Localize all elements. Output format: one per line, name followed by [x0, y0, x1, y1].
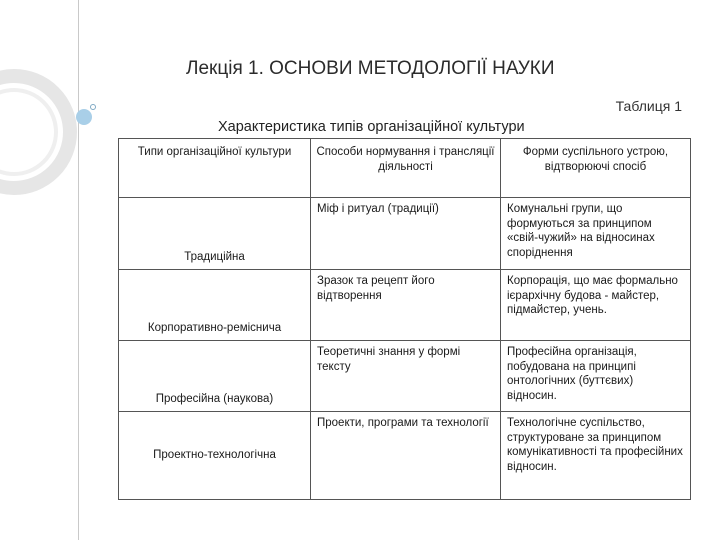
forms-cell: Професійна організація, побудована на принципі онтологічних (буттєвих) відносин.	[501, 341, 691, 412]
table-caption: Характеристика типів організаційної культури	[218, 119, 525, 135]
norms-cell: Проекти, програми та технології	[311, 412, 501, 500]
norms-cell: Теоретичні знання у формі тексту	[311, 341, 501, 412]
culture-type-cell: Традиційна	[119, 198, 311, 270]
table-number: Таблиця 1	[615, 98, 682, 114]
table-header-row	[119, 139, 691, 198]
forms-cell: Комунальні групи, що формуються за принципом «свій-чужий» на відносинах споріднення	[501, 198, 691, 270]
table-row	[119, 341, 691, 412]
deco-dot-small	[91, 105, 96, 110]
norms-cell: Міф і ритуал (традиції)	[311, 198, 501, 270]
culture-type-cell: Професійна (наукова)	[119, 341, 311, 412]
culture-type-cell: Корпоративно-реміснича	[119, 270, 311, 341]
header-social-forms: Форми суспільного устрою, відтворюючі спосіб	[501, 139, 691, 198]
forms-cell: Технологічне суспільство, структуроване за принципом комунікативності та професійних відносин.	[501, 412, 691, 500]
deco-ring-large	[0, 76, 70, 188]
deco-ring-inner	[0, 90, 56, 174]
table-row	[119, 198, 691, 270]
deco-dot-blue	[76, 109, 92, 125]
header-culture-types: Типи організаційної культури	[119, 139, 311, 198]
norms-cell: Зразок та рецепт його відтворення	[311, 270, 501, 341]
forms-cell: Корпорація, що має формально ієрархічну будова - майстер, підмайстер, учень.	[501, 270, 691, 341]
header-norming-methods: Способи нормування і трансляції діяльності	[311, 139, 501, 198]
culture-types-table	[118, 138, 691, 500]
decorative-circles	[0, 60, 110, 220]
table-row	[119, 270, 691, 341]
culture-type-cell: Проектно-технологічна	[119, 412, 311, 500]
table-row	[119, 412, 691, 500]
slide-title: Лекція 1. ОСНОВИ МЕТОДОЛОГІЇ НАУКИ	[186, 58, 555, 79]
